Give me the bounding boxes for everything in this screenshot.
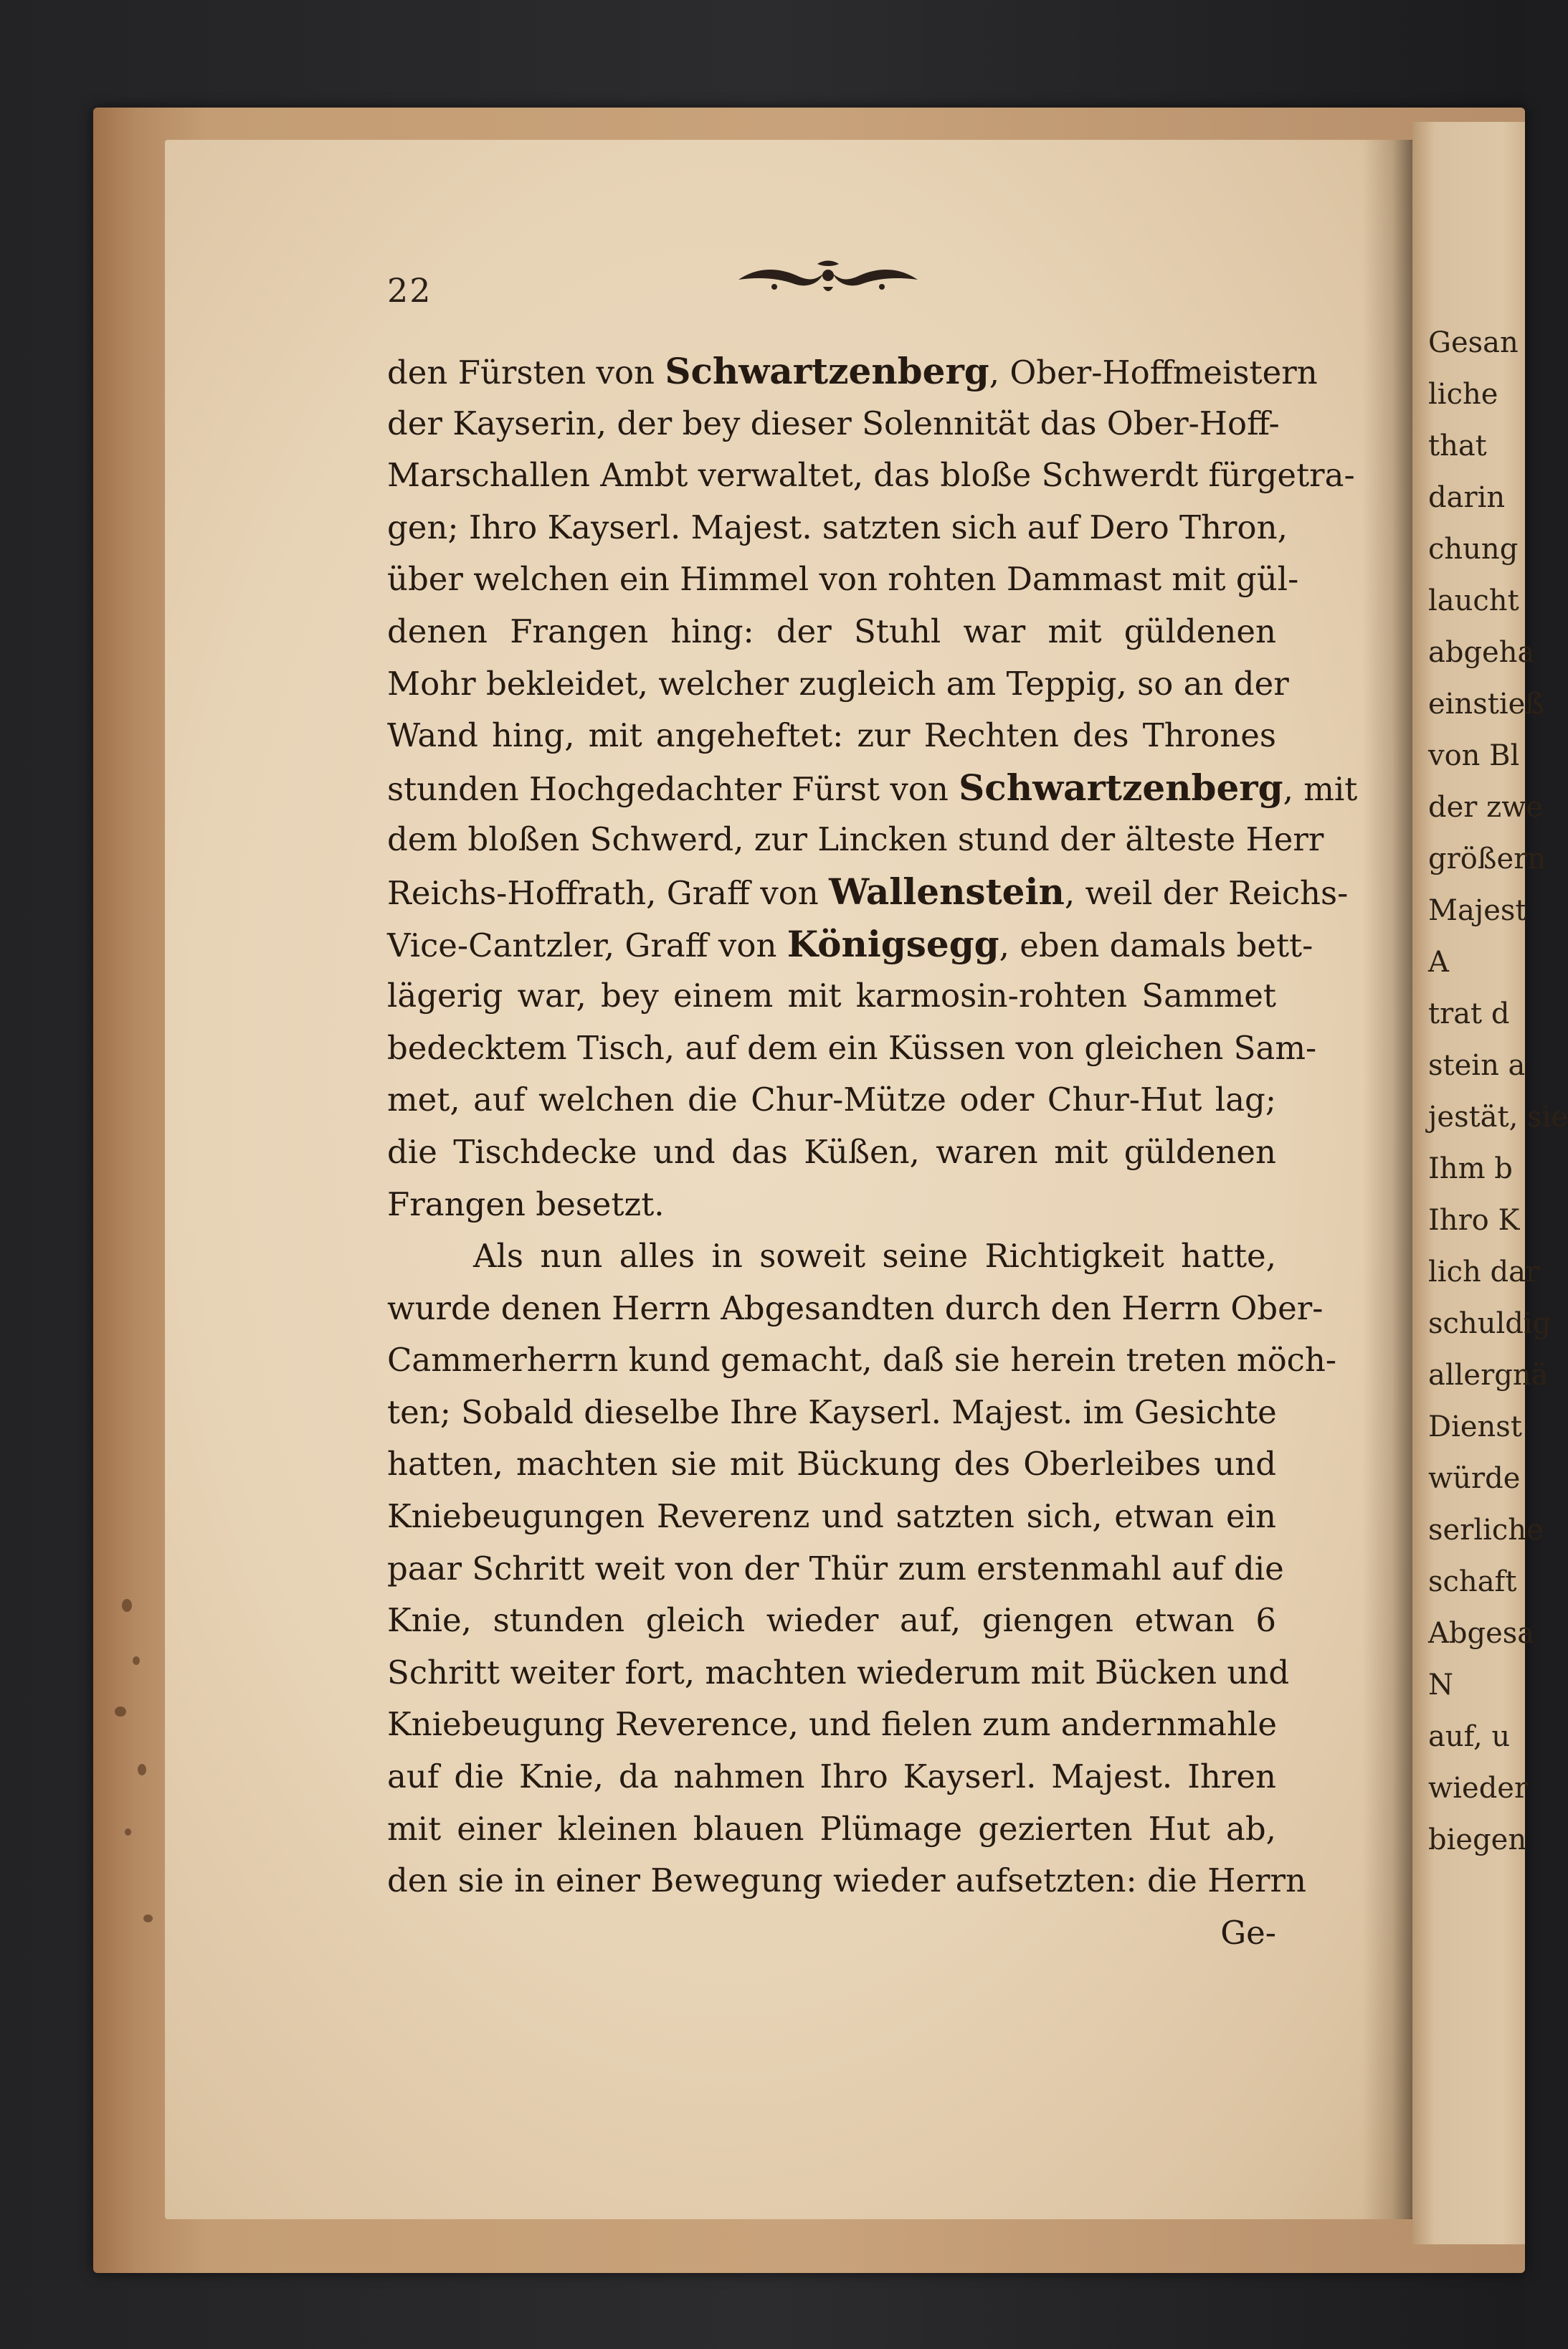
text-line: Schritt weiter fort, machten wiederum mit Bücken und (387, 1653, 1290, 1691)
adjacent-text-fragment: allergnä (1428, 1359, 1549, 1392)
text-line: der Kayserin, der bey dieser Solennität das Ober-Hoff- (387, 404, 1280, 442)
adjacent-text-fragment: der zwe (1428, 791, 1544, 824)
text-line: Reichs-Hoffrath, Graff von Wallenstein, weil der Reichs- (387, 870, 1349, 913)
adjacent-page-edge (1412, 122, 1568, 2244)
text-line: gen; Ihro Kayserl. Majest. satzten sich auf Dero Thron, (387, 508, 1288, 546)
paragraph (387, 346, 1355, 1230)
text-line: auf die Knie, da nahmen Ihro Kayserl. Majest. Ihren (387, 1757, 1276, 1796)
emphasized-name: Schwartzenberg (959, 766, 1283, 809)
adjacent-text-fragment: größern (1428, 843, 1546, 875)
adjacent-text-fragment: Ihro K (1428, 1204, 1520, 1237)
adjacent-text-fragment: Ihm b (1428, 1152, 1513, 1185)
fleuron-ornament-icon (731, 258, 925, 298)
adjacent-text-fragment: liche (1428, 378, 1498, 411)
adjacent-text-fragment: Dienst (1428, 1410, 1522, 1443)
stain-mark (143, 1914, 153, 1922)
text-line: mit einer kleinen blauen Plümage gezierten Hut ab, (387, 1809, 1276, 1848)
adjacent-text-fragment: wieder (1428, 1772, 1529, 1805)
adjacent-page-text (1428, 326, 1568, 1875)
adjacent-text-fragment: that (1428, 430, 1487, 462)
adjacent-text-fragment: Gesan (1428, 326, 1519, 359)
adjacent-text-fragment: schaft (1428, 1565, 1517, 1598)
page-gutter-shadow (1362, 140, 1412, 2219)
text-line: über welchen ein Himmel von rohten Dammast mit gül- (387, 560, 1299, 599)
emphasized-name: Wallenstein (829, 870, 1065, 913)
adjacent-text-fragment: abgeha (1428, 636, 1535, 669)
text-line: Cammerherrn kund gemacht, daß sie herein treten möch- (387, 1341, 1337, 1380)
stain-mark (138, 1764, 146, 1775)
emphasized-name: Königsegg (787, 922, 999, 965)
text-line: denen Frangen hing: der Stuhl war mit güldenen (387, 612, 1276, 650)
adjacent-text-fragment: biegen (1428, 1823, 1527, 1856)
text-line: Kniebeugung Reverence, und fielen zum andernmahle (387, 1705, 1277, 1744)
page-body-text (387, 346, 1355, 1959)
stain-mark (133, 1656, 140, 1665)
text-line: stunden Hochgedachter Fürst von Schwartzenberg (387, 766, 1283, 809)
stain-mark (115, 1707, 126, 1717)
adjacent-text-fragment: serliche (1428, 1514, 1544, 1547)
adjacent-text-fragment: A (1428, 946, 1449, 979)
adjacent-text-fragment: chung (1428, 533, 1519, 566)
adjacent-text-fragment: Abgesa (1428, 1617, 1535, 1650)
text-line: ten; Sobald dieselbe Ihre Kayserl. Majest. im Gesichte (387, 1392, 1277, 1431)
text-line: wurde denen Herrn Abgesandten durch den Herrn Ober- (387, 1289, 1324, 1327)
paragraph (387, 1230, 1337, 1907)
text-line: Wand hing, mit angeheftet: zur Rechten des Thrones (387, 716, 1276, 755)
adjacent-text-fragment: Majest (1428, 894, 1527, 927)
catchword: Ge- (1220, 1913, 1276, 1952)
adjacent-text-fragment: laucht (1428, 584, 1519, 617)
text-line: den sie in einer Bewegung wieder aufsetzten: die Herrn (387, 1861, 1306, 1900)
adjacent-text-fragment: von Bl (1428, 739, 1520, 772)
text-line: Als nun alles in soweit seine Richtigkeit hatte, (473, 1237, 1276, 1276)
stain-mark (125, 1828, 131, 1836)
emphasized-name: Schwartzenberg (665, 350, 989, 392)
adjacent-text-fragment: auf, u (1428, 1720, 1511, 1753)
text-line: Kniebeugungen Reverenz und satzten sich, etwan ein (387, 1497, 1276, 1536)
adjacent-text-fragment: darin (1428, 481, 1506, 514)
text-line: bedecktem Tisch, auf dem ein Küssen von gleichen Sam- (387, 1028, 1317, 1067)
stain-mark (122, 1599, 132, 1612)
text-line: Marschallen Ambt verwaltet, das bloße Schwerdt fürgetra- (387, 456, 1355, 495)
text-line: met, auf welchen die Chur-Mütze oder Chur-Hut lag; (387, 1081, 1276, 1119)
text-line: paar Schritt weit von der Thür zum erstenmahl auf die (387, 1549, 1284, 1588)
text-line: Vice-Cantzler, Graff von Königsegg, eben damals bett- (387, 922, 1313, 965)
adjacent-text-fragment: stein a (1428, 1049, 1526, 1082)
page-number: 22 (387, 271, 432, 310)
text-line: Mohr bekleidet, welcher zugleich am Teppig, so an der (387, 664, 1289, 703)
adjacent-text-fragment: schuldig (1428, 1307, 1552, 1340)
adjacent-text-fragment: einstieß (1428, 688, 1545, 721)
text-line: Frangen besetzt. (387, 1185, 665, 1223)
adjacent-text-fragment: N (1428, 1669, 1453, 1702)
text-line: lägerig war, bey einem mit karmosin-rohten Sammet (387, 977, 1276, 1015)
adjacent-text-fragment: lich dar (1428, 1256, 1540, 1289)
text-line: dem bloßen Schwerd, zur Lincken stund der älteste Herr (387, 820, 1324, 859)
text-line: Knie, stunden gleich wieder auf, giengen etwan 6 (387, 1601, 1276, 1640)
adjacent-text-fragment: trat d (1428, 997, 1510, 1030)
text-line: hatten, machten sie mit Bückung des Oberleibes und (387, 1445, 1276, 1484)
text-line: die Tischdecke und das Küßen, waren mit güldenen (387, 1132, 1276, 1171)
text-line: den Fürsten von Schwartzenberg, Ober-Hoffmeistern (387, 350, 1318, 392)
adjacent-text-fragment: jestät, sie (1428, 1101, 1568, 1134)
adjacent-text-fragment: würde (1428, 1462, 1521, 1495)
